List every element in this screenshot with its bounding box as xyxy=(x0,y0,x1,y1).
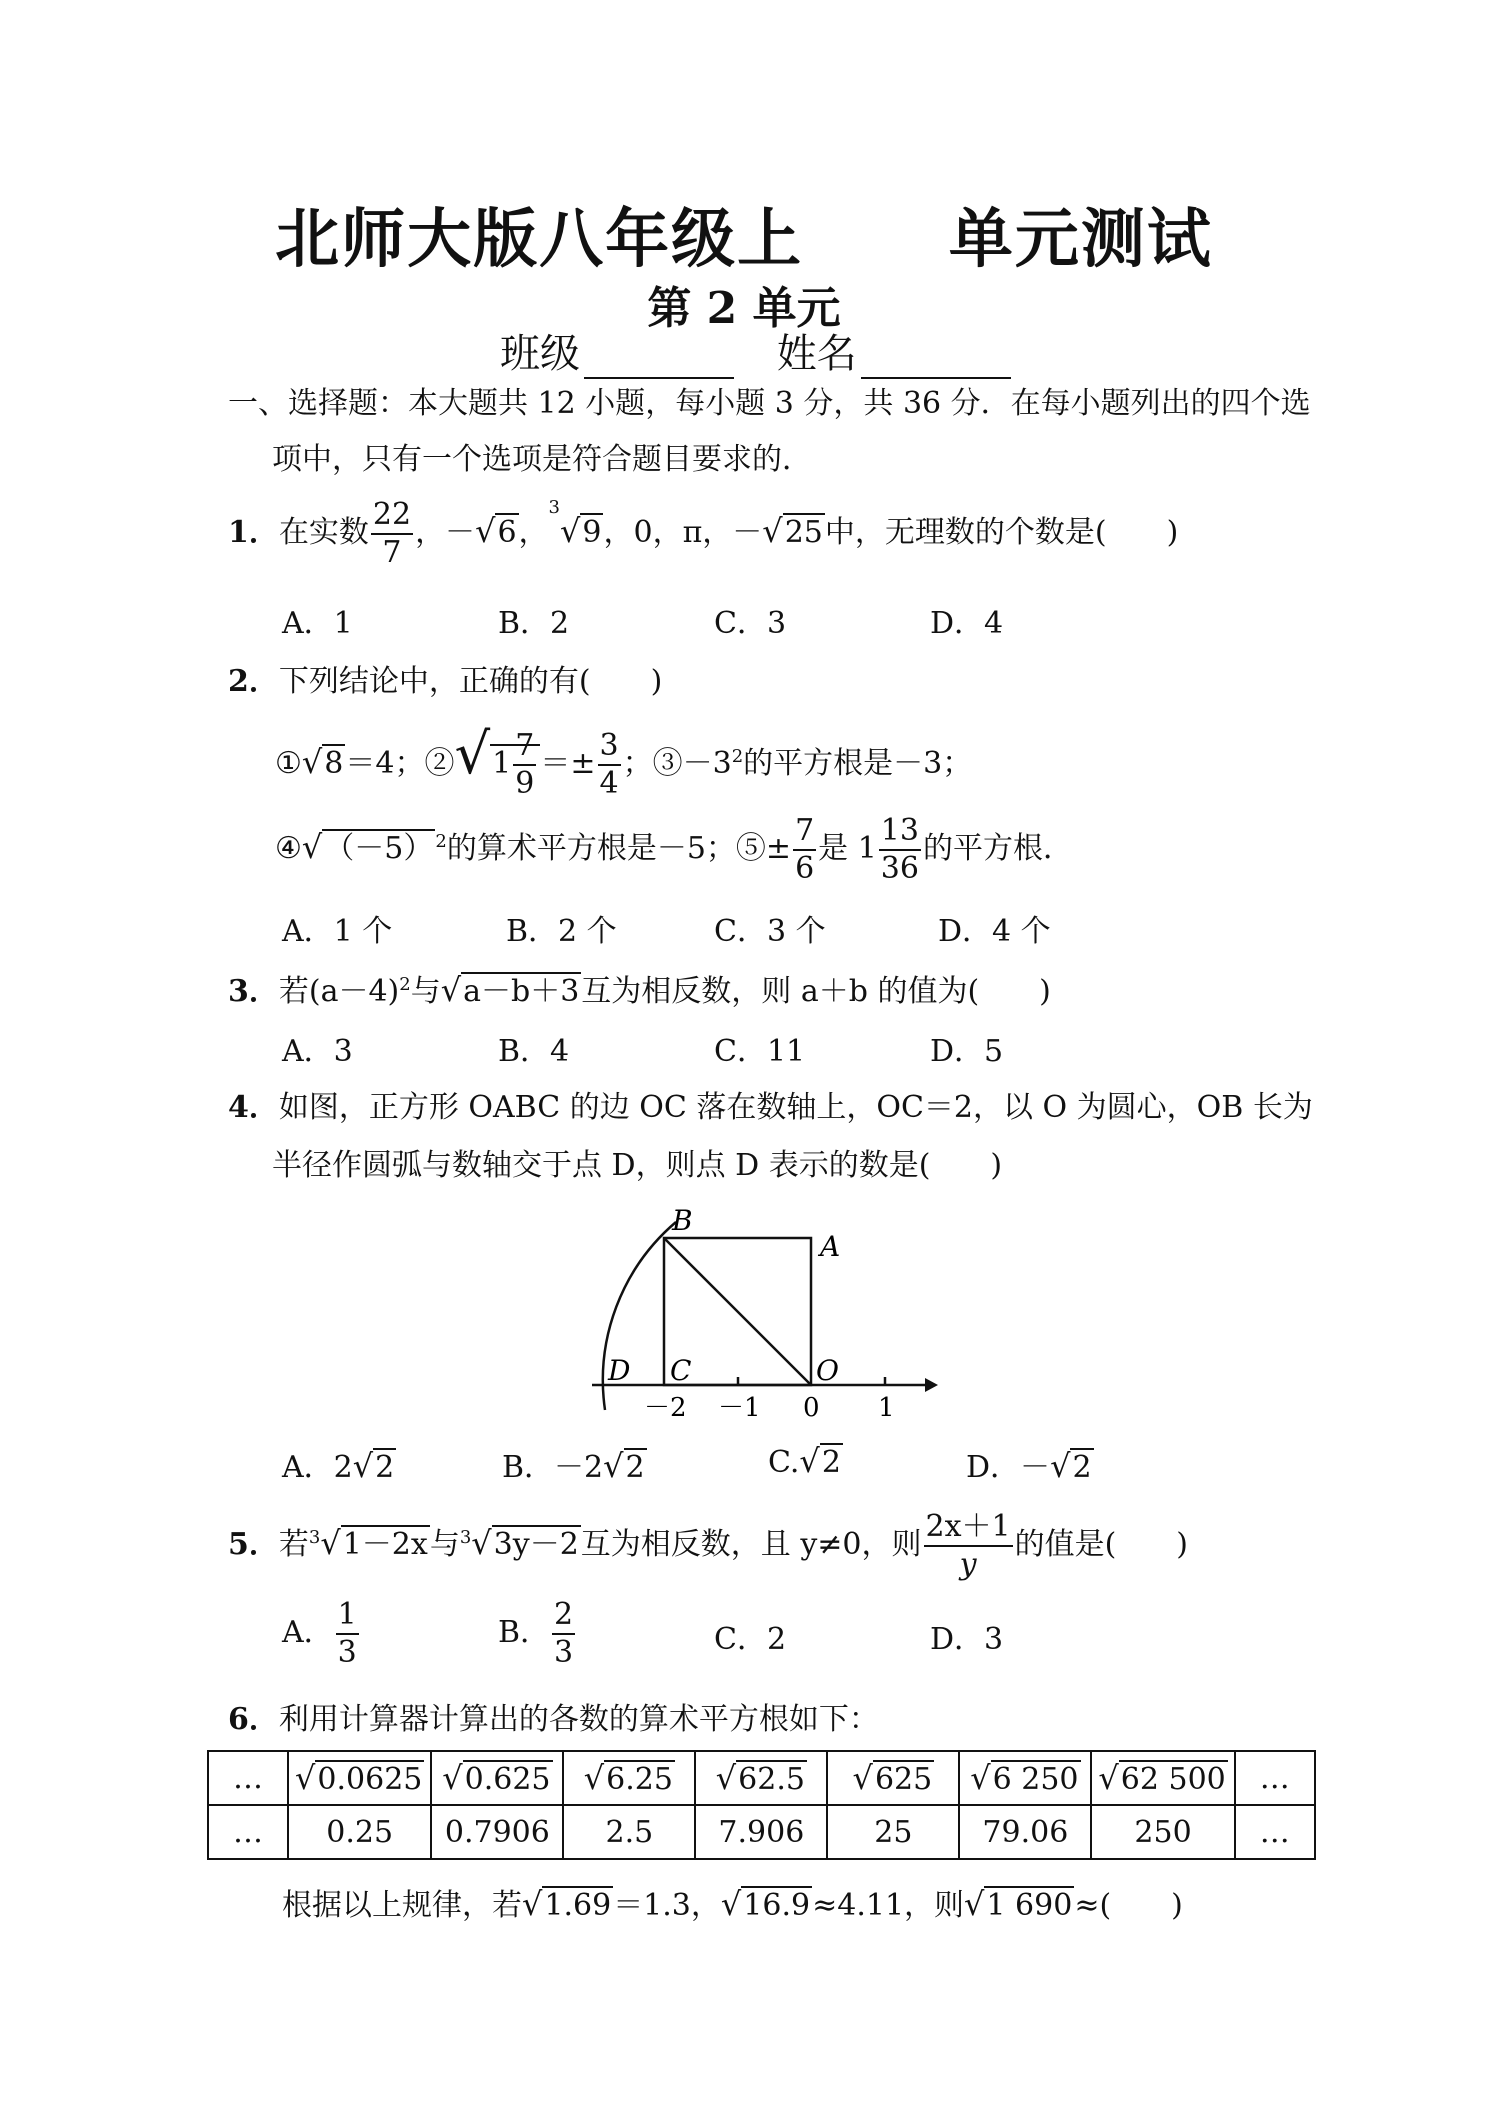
denominator: y xyxy=(959,1547,977,1582)
label-c: C xyxy=(670,1354,692,1387)
label-a: A xyxy=(820,1230,841,1263)
label-d: D xyxy=(608,1354,631,1387)
square-root: √2 xyxy=(352,1447,395,1485)
q5-text: 互为相反数，且 y≠0，则 xyxy=(580,1527,922,1562)
radicand: 2 xyxy=(821,1445,841,1480)
radicand: 2 xyxy=(1072,1450,1092,1485)
q4-option-d[interactable] xyxy=(966,1442,1094,1486)
q3-text: 与 xyxy=(410,974,441,1009)
square-root: √2 xyxy=(603,1447,645,1485)
q1-text-pre: 在实数 xyxy=(278,515,369,550)
radicand: 0.0625 xyxy=(317,1762,423,1797)
statement-text: 是 1 xyxy=(818,831,877,866)
q5-text: 的值是( ) xyxy=(1014,1527,1189,1562)
radicand: 3y－2 xyxy=(493,1527,579,1562)
q5-option-c[interactable]: C．2 xyxy=(714,1622,787,1657)
table-cell: … xyxy=(1235,1751,1315,1805)
question-number: 4． xyxy=(228,1090,279,1125)
question-3 xyxy=(228,966,1051,1010)
square-root-table xyxy=(207,1750,1316,1860)
square-root: √（－5） xyxy=(301,828,434,866)
q6-text: ＝1.3， xyxy=(613,1888,721,1923)
square-root: √16.9 xyxy=(720,1885,811,1923)
question-number: 5． xyxy=(228,1527,279,1562)
radicand: 62 500 xyxy=(1120,1762,1226,1797)
fraction xyxy=(793,813,816,886)
question-4-line1 xyxy=(228,1082,1313,1126)
exponent: 2 xyxy=(731,746,744,767)
cube-root: $^3$√1－2x xyxy=(308,1524,428,1562)
section-instructions-line1: 一、选择题：本大题共 12 小题，每小题 3 分，共 36 分．在每小题列出的四个选 xyxy=(228,386,1311,421)
question-4-line2: 半径作圆弧与数轴交于点 D，则点 D 表示的数是( ) xyxy=(272,1148,1003,1183)
option-text: B．－2 xyxy=(502,1450,604,1485)
table-cell: √6 250 xyxy=(959,1751,1091,1805)
label-o: O xyxy=(816,1354,839,1387)
table-cell: 0.7906 xyxy=(431,1805,563,1859)
table-cell: 250 xyxy=(1091,1805,1234,1859)
q6-text: ≈( ) xyxy=(1074,1888,1183,1923)
fraction xyxy=(924,1509,1013,1582)
radicand: 6.25 xyxy=(606,1762,673,1797)
denominator: 3 xyxy=(337,1635,357,1670)
table-cell: √0.0625 xyxy=(288,1751,431,1805)
option-text: D．－ xyxy=(966,1450,1051,1485)
fraction xyxy=(879,813,921,886)
statement-text: ＝4；② xyxy=(345,746,455,781)
fraction xyxy=(336,1597,359,1670)
q1-text: ，－ xyxy=(415,515,476,550)
table-cell: 2.5 xyxy=(563,1805,695,1859)
denominator: 7 xyxy=(382,535,402,570)
q3-option-c[interactable]: C．11 xyxy=(714,1034,806,1069)
class-blank[interactable] xyxy=(584,343,734,379)
q3-option-b[interactable]: B．4 xyxy=(498,1034,570,1069)
numerator: 3 xyxy=(598,731,621,766)
q5-option-b[interactable] xyxy=(498,1597,577,1670)
q4-option-b[interactable] xyxy=(502,1442,647,1486)
question-number: 3． xyxy=(228,974,279,1009)
q1-option-d[interactable]: D．4 xyxy=(930,606,1004,641)
radicand: 2 xyxy=(375,1450,395,1485)
radicand: 6 250 xyxy=(992,1762,1079,1797)
radicand-mixed-number xyxy=(490,728,540,801)
table-cell: √625 xyxy=(827,1751,959,1805)
radicand: 8 xyxy=(324,746,344,781)
exponent: 2 xyxy=(435,831,447,852)
denominator: 3 xyxy=(554,1635,574,1670)
q4-option-c[interactable] xyxy=(768,1442,843,1480)
tick-label-0: 0 xyxy=(803,1393,820,1423)
fraction xyxy=(598,728,621,801)
table-cell: 0.25 xyxy=(288,1805,431,1859)
square-root: √1 $\frac{7}{9}$ xyxy=(454,722,540,799)
statement-text: 的平方根． xyxy=(922,831,1073,866)
q1-option-c[interactable]: C．3 xyxy=(714,606,787,641)
numerator: 22 xyxy=(371,500,413,535)
root-index: 3 xyxy=(308,1527,321,1548)
q1-option-b[interactable]: B．2 xyxy=(498,606,570,641)
denominator: 6 xyxy=(795,851,815,886)
table-cell: 79.06 xyxy=(959,1805,1091,1859)
question-6 xyxy=(228,1694,879,1738)
root-index: 3 xyxy=(459,1527,472,1548)
radicand: 62.5 xyxy=(738,1762,805,1797)
fraction xyxy=(513,728,536,801)
square-root: √1 690 xyxy=(964,1885,1073,1923)
root-index: 3 xyxy=(548,497,560,518)
radicand: 1－2x xyxy=(342,1527,428,1562)
integer-part: 1 xyxy=(492,746,512,781)
radicand: 1 690 xyxy=(986,1888,1073,1923)
option-text: B． xyxy=(498,1615,551,1650)
unit-title: 第 2 单元 xyxy=(647,283,841,334)
q3-text: 互为相反数，则 a＋b 的值为( ) xyxy=(581,974,1051,1009)
class-label: 班级 xyxy=(500,331,580,377)
radicand: 9 xyxy=(582,515,602,550)
radicand: 0.625 xyxy=(464,1762,551,1797)
q2-statements-line2 xyxy=(275,813,1073,886)
radicand: 25 xyxy=(784,515,823,550)
table-cell: … xyxy=(1235,1805,1315,1859)
table-cell: 7.906 xyxy=(695,1805,827,1859)
option-text: A． xyxy=(282,1615,334,1650)
table-cell: √62.5 xyxy=(695,1751,827,1805)
statement-text: ＝± xyxy=(540,746,596,781)
radicand: 6 xyxy=(497,515,517,550)
statement-marker: ④ xyxy=(275,831,302,866)
square-root: √2 xyxy=(1050,1447,1092,1485)
question-1 xyxy=(228,497,1179,570)
question-number: 1． xyxy=(228,515,279,550)
q6-text: 利用计算器计算出的各数的算术平方根如下： xyxy=(278,1702,879,1737)
numerator: 13 xyxy=(879,816,921,851)
denominator: 4 xyxy=(599,766,619,801)
option-text: C. xyxy=(768,1445,800,1480)
statement-text: ；③－3 xyxy=(622,746,732,781)
square-root: √6 xyxy=(475,512,517,550)
table-cell: √6.25 xyxy=(563,1751,695,1805)
q1-text: ，0，π，－ xyxy=(603,515,763,550)
square-number-line-figure xyxy=(580,1200,940,1430)
number-line-arrow xyxy=(925,1378,938,1392)
table-cell: … xyxy=(208,1805,288,1859)
radicand: 1.69 xyxy=(544,1888,612,1923)
q2-text: 下列结论中，正确的有( ) xyxy=(278,664,663,699)
cube-root: $^3$√3y－2 xyxy=(459,1524,579,1562)
square-root: √1.69 xyxy=(522,1885,612,1923)
q2-option-a[interactable]: A．1 个 xyxy=(282,914,393,949)
q5-option-a[interactable] xyxy=(282,1597,361,1670)
numerator: 7 xyxy=(793,816,816,851)
tick-label-minus-1: －1 xyxy=(718,1393,761,1423)
square-root: √25 xyxy=(762,512,823,550)
q3-option-d[interactable]: D．5 xyxy=(930,1034,1004,1069)
numerator: 1 xyxy=(336,1600,359,1635)
square-root: √a－b＋3 xyxy=(440,971,580,1009)
student-info-line xyxy=(500,322,1041,379)
fraction xyxy=(371,497,413,570)
table-cell: √0.625 xyxy=(431,1751,563,1805)
q6-text: 根据以上规律，若 xyxy=(282,1888,522,1923)
q5-option-d[interactable]: D．3 xyxy=(930,1622,1004,1657)
numerator: 7 xyxy=(513,731,536,766)
question-number: 6． xyxy=(228,1702,279,1737)
q1-text-post: 中，无理数的个数是( ) xyxy=(824,515,1179,550)
radicand: 625 xyxy=(874,1762,933,1797)
table-cell: √62 500 xyxy=(1091,1751,1234,1805)
name-blank[interactable] xyxy=(861,343,1011,379)
option-text: A．2 xyxy=(282,1450,353,1485)
cube-root: $^3$√9 xyxy=(548,497,602,550)
statement-marker: ① xyxy=(275,746,302,781)
q6-text: ≈4.11，则 xyxy=(812,1888,965,1923)
fraction xyxy=(552,1597,575,1670)
tick-label-1: 1 xyxy=(878,1393,895,1423)
q3-text: 若(a－4) xyxy=(278,974,400,1009)
q2-option-d[interactable]: D．4 个 xyxy=(938,914,1051,949)
tick-label-minus-2: －2 xyxy=(644,1393,687,1423)
radicand: （－5） xyxy=(324,831,434,866)
question-number: 2． xyxy=(228,664,279,699)
statement-text: 的算术平方根是－5；⑤± xyxy=(446,831,792,866)
question-2 xyxy=(228,656,662,700)
page-title: 北师大版八年级上 单元测试 xyxy=(275,203,1213,277)
name-label: 姓名 xyxy=(776,331,857,377)
q6-followup xyxy=(282,1880,1183,1924)
table-cell: 25 xyxy=(827,1805,959,1859)
q5-text: 若 xyxy=(278,1527,309,1562)
section-instructions-line2: 项中，只有一个选项是符合题目要求的． xyxy=(272,442,812,477)
radicand: 2 xyxy=(625,1450,645,1485)
square-root: √2 xyxy=(799,1442,841,1480)
statement-text: 的平方根是－3； xyxy=(743,746,973,781)
numerator: 2 xyxy=(552,1600,575,1635)
denominator: 36 xyxy=(880,851,919,886)
q1-text: ， xyxy=(518,515,549,550)
q5-text: 与 xyxy=(429,1527,460,1562)
label-b: B xyxy=(672,1204,693,1237)
q2-statements-line1 xyxy=(275,722,972,799)
table-row xyxy=(208,1751,1315,1805)
denominator: 9 xyxy=(515,766,535,801)
q2-option-b[interactable]: B．2 个 xyxy=(506,914,617,949)
numerator: 2x＋1 xyxy=(924,1512,1013,1547)
table-row xyxy=(208,1805,1315,1859)
radicand: a－b＋3 xyxy=(463,974,580,1009)
table-cell: … xyxy=(208,1751,288,1805)
radicand: 16.9 xyxy=(743,1888,811,1923)
q4-option-a[interactable] xyxy=(282,1442,396,1486)
q1-option-a[interactable]: A．1 xyxy=(282,606,353,641)
exponent: 2 xyxy=(399,974,411,995)
square-root: √8 xyxy=(301,743,344,781)
q4-text: 如图，正方形 OABC 的边 OC 落在数轴上，OC＝2，以 O 为圆心，OB 长为 xyxy=(278,1090,1313,1125)
question-5 xyxy=(228,1509,1189,1582)
q3-option-a[interactable]: A．3 xyxy=(282,1034,353,1069)
q2-option-c[interactable]: C．3 个 xyxy=(714,914,826,949)
